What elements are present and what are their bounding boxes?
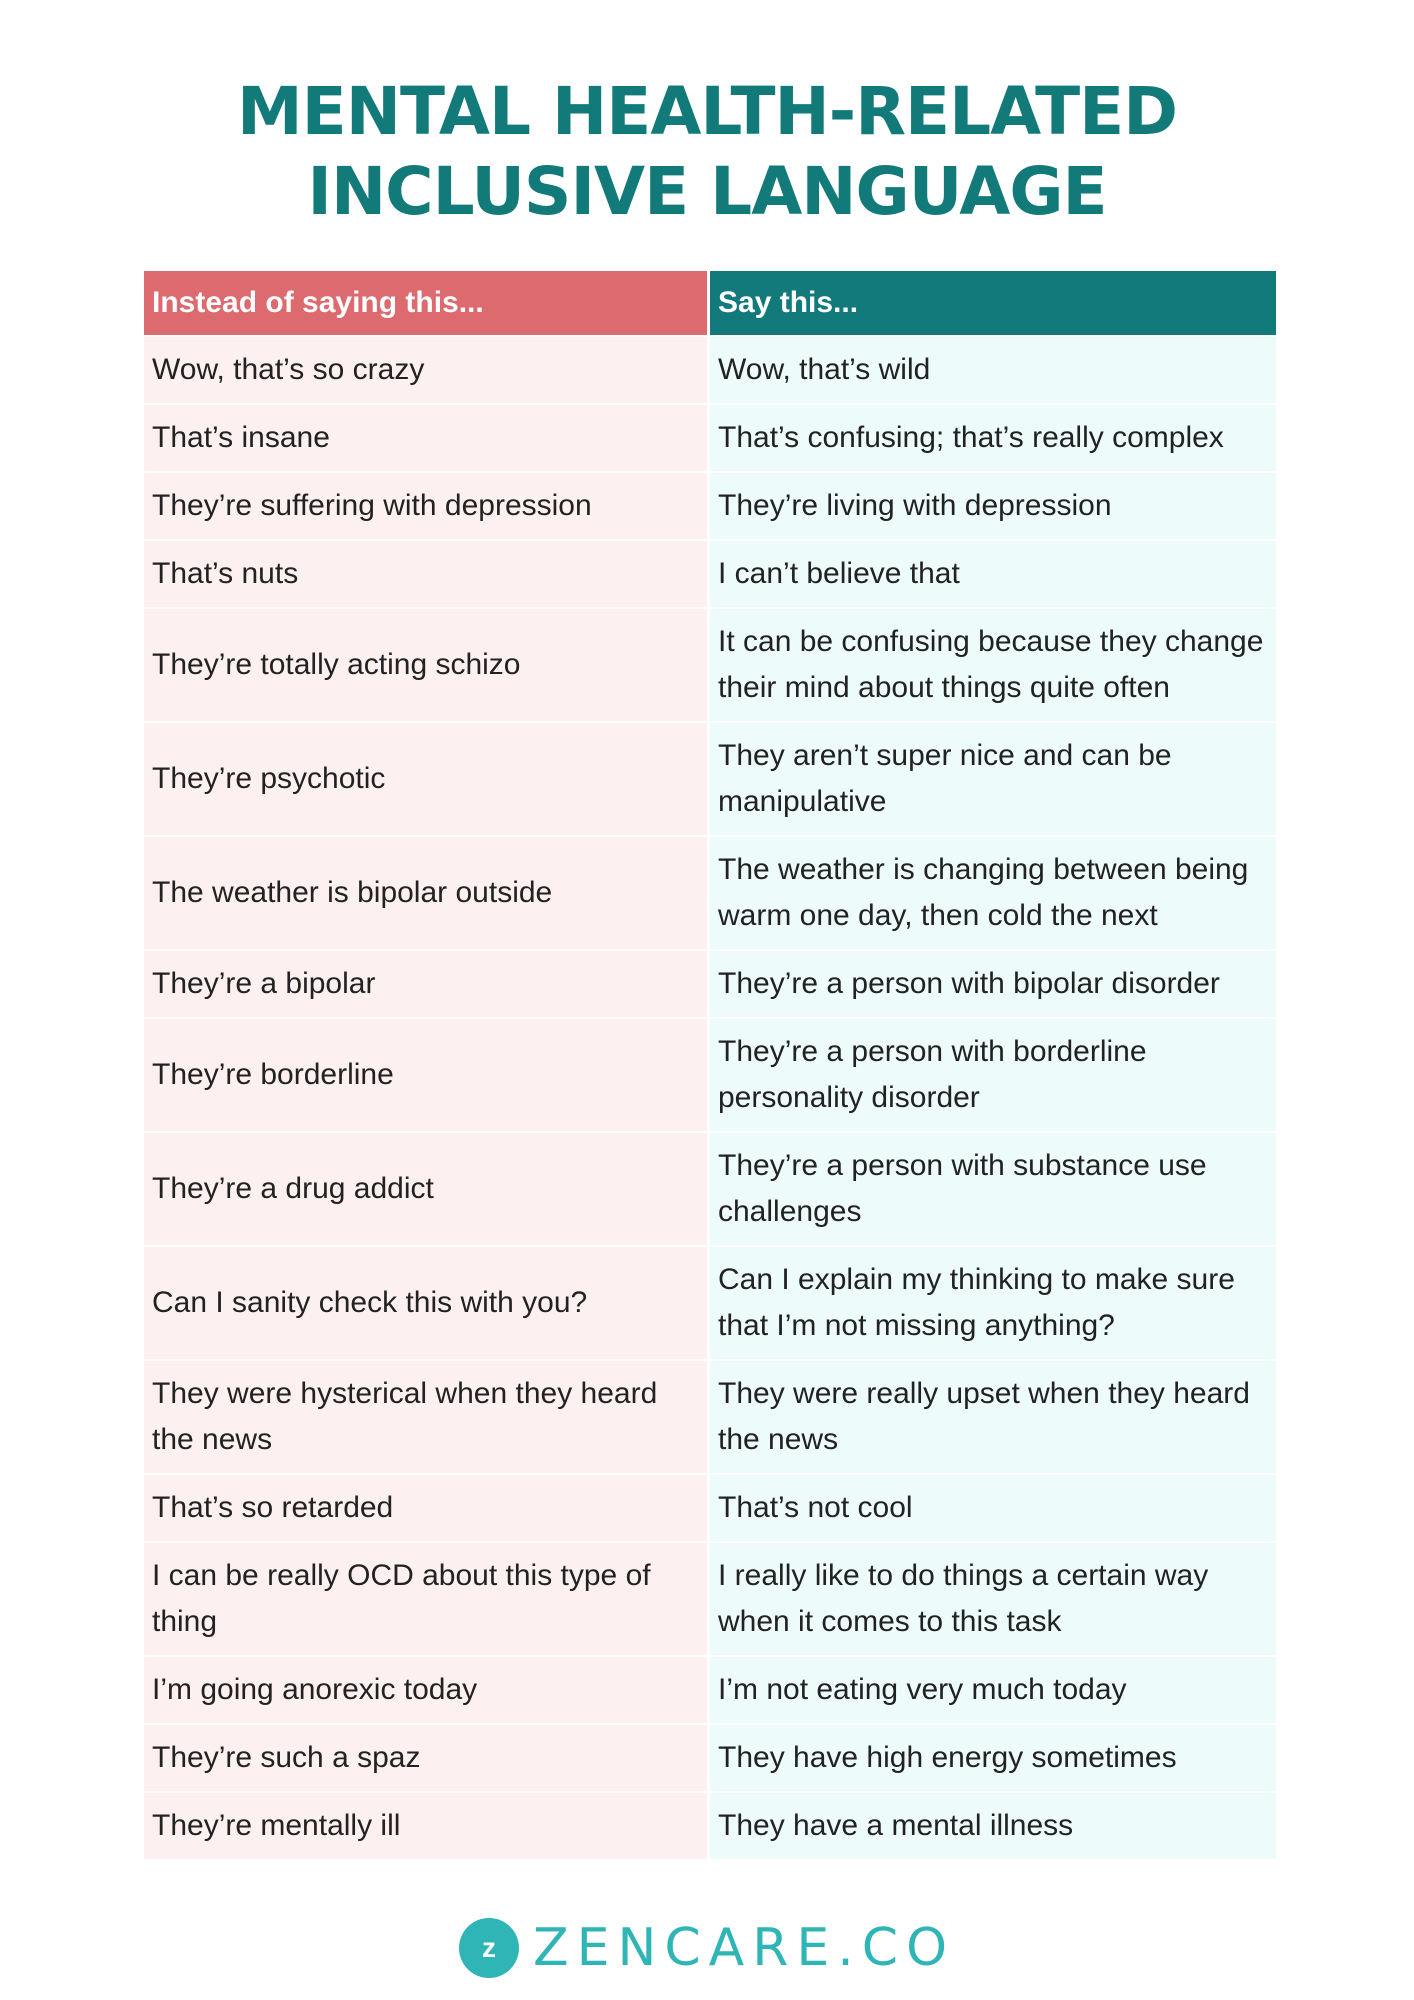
say-cell: They’re living with depression: [710, 471, 1276, 539]
table-row: [144, 1359, 1276, 1473]
page-title: [0, 72, 1414, 232]
table-row: [144, 1473, 1276, 1541]
instead-cell: I can be really OCD about this type of thing: [144, 1541, 710, 1655]
table-header-row: [144, 271, 1276, 335]
table-row: [144, 607, 1276, 721]
instead-cell: Wow, that’s so crazy: [144, 335, 710, 403]
header-instead: Instead of saying this...: [144, 271, 710, 335]
title-line-2: INCLUSIVE LANGUAGE: [307, 153, 1107, 230]
zencare-logo: [0, 1918, 1414, 1978]
say-cell: They’re a person with substance use challenges: [710, 1131, 1276, 1245]
say-cell: I can’t believe that: [710, 539, 1276, 607]
say-cell: It can be confusing because they change their mind about things quite often: [710, 607, 1276, 721]
table-row: [144, 949, 1276, 1017]
instead-cell: The weather is bipolar outside: [144, 835, 710, 949]
instead-cell: I’m going anorexic today: [144, 1655, 710, 1723]
say-cell: Wow, that’s wild: [710, 335, 1276, 403]
instead-cell: They’re a drug addict: [144, 1131, 710, 1245]
zencare-logo-icon: z: [459, 1918, 519, 1978]
instead-cell: They’re mentally ill: [144, 1791, 710, 1859]
say-cell: They have high energy sometimes: [710, 1723, 1276, 1791]
instead-cell: That’s so retarded: [144, 1473, 710, 1541]
say-cell: I’m not eating very much today: [710, 1655, 1276, 1723]
table-row: [144, 1131, 1276, 1245]
table-row: [144, 403, 1276, 471]
say-cell: They’re a person with bipolar disorder: [710, 949, 1276, 1017]
language-table: [144, 271, 1276, 1859]
say-cell: They were really upset when they heard the news: [710, 1359, 1276, 1473]
say-cell: Can I explain my thinking to make sure that I’m not missing anything?: [710, 1245, 1276, 1359]
say-cell: I really like to do things a certain way when it comes to this task: [710, 1541, 1276, 1655]
instead-cell: They’re a bipolar: [144, 949, 710, 1017]
zencare-logo-text: ZENCARE.CO: [532, 1918, 955, 1978]
header-say: Say this...: [710, 271, 1276, 335]
table-row: [144, 471, 1276, 539]
table-row: [144, 1245, 1276, 1359]
table-row: [144, 1723, 1276, 1791]
instead-cell: Can I sanity check this with you?: [144, 1245, 710, 1359]
instead-cell: They’re such a spaz: [144, 1723, 710, 1791]
table-row: [144, 835, 1276, 949]
table-row: [144, 1791, 1276, 1859]
say-cell: They’re a person with borderline personality disorder: [710, 1017, 1276, 1131]
table-row: [144, 335, 1276, 403]
instead-cell: They’re borderline: [144, 1017, 710, 1131]
say-cell: The weather is changing between being warm one day, then cold the next: [710, 835, 1276, 949]
title-line-1: MENTAL HEALTH-RELATED: [237, 73, 1177, 150]
table-row: [144, 721, 1276, 835]
instead-cell: That’s nuts: [144, 539, 710, 607]
table-row: [144, 1655, 1276, 1723]
instead-cell: That’s insane: [144, 403, 710, 471]
instead-cell: They’re psychotic: [144, 721, 710, 835]
instead-cell: They’re suffering with depression: [144, 471, 710, 539]
say-cell: That’s not cool: [710, 1473, 1276, 1541]
say-cell: That’s confusing; that’s really complex: [710, 403, 1276, 471]
table-row: [144, 1017, 1276, 1131]
say-cell: They have a mental illness: [710, 1791, 1276, 1859]
table-row: [144, 1541, 1276, 1655]
instead-cell: They were hysterical when they heard the news: [144, 1359, 710, 1473]
say-cell: They aren’t super nice and can be manipulative: [710, 721, 1276, 835]
table-row: [144, 539, 1276, 607]
instead-cell: They’re totally acting schizo: [144, 607, 710, 721]
